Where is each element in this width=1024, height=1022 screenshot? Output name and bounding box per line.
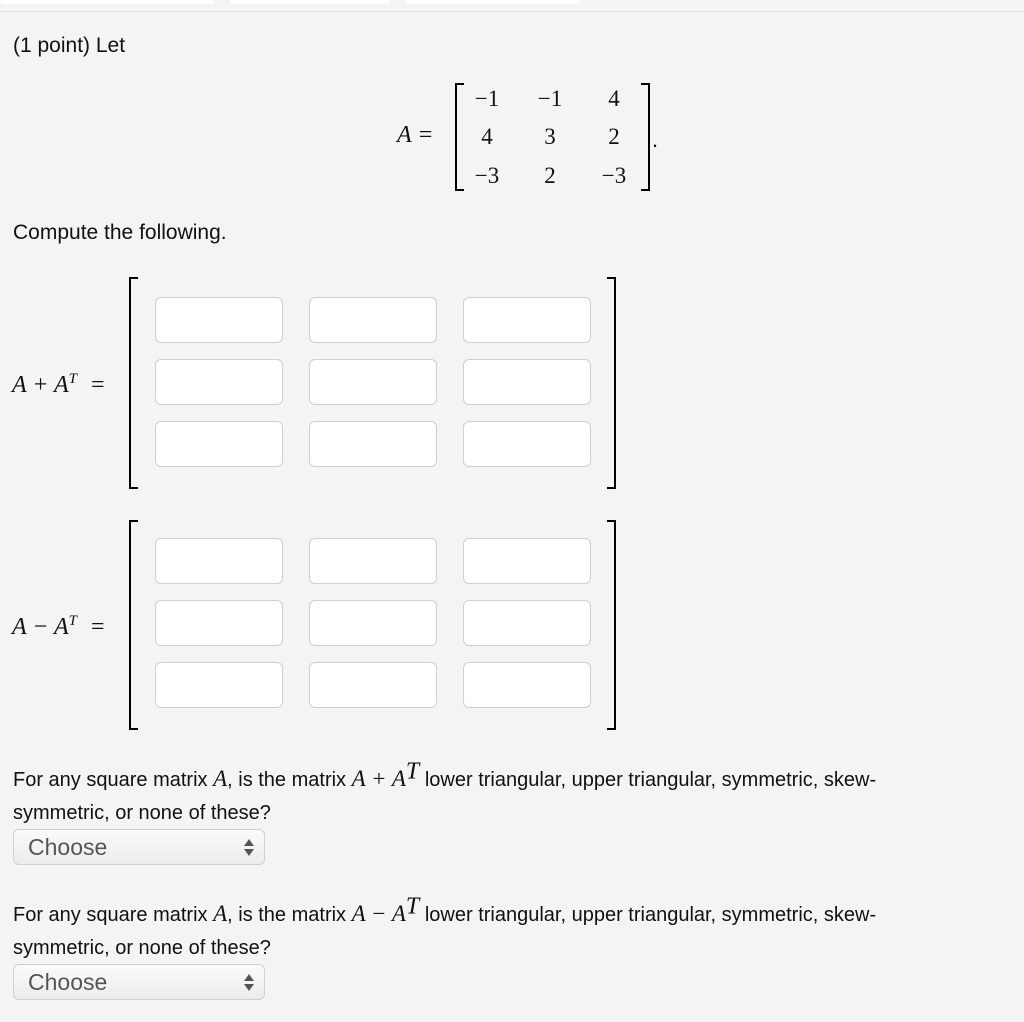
sum-matrix-entry-input[interactable] xyxy=(309,297,437,343)
sum-matrix-entry-input[interactable] xyxy=(155,297,283,343)
matrix-a-cell: 4 xyxy=(481,124,493,149)
sum-matrix-left-bracket xyxy=(129,277,138,489)
updown-arrows-icon xyxy=(244,839,254,857)
sum-matrix-right-bracket xyxy=(607,277,616,489)
top-tab-strip xyxy=(0,0,1024,12)
question1-text xyxy=(13,758,877,793)
question1-var: A xyxy=(213,766,228,791)
diff-matrix-entry-input[interactable] xyxy=(309,538,437,584)
question2-expr: A − A xyxy=(351,901,406,926)
question2-line2: symmetric, or none of these? xyxy=(13,937,271,959)
diff-matrix-entry-input[interactable] xyxy=(155,600,283,646)
question1-line2: symmetric, or none of these? xyxy=(13,802,271,824)
question2-var: A xyxy=(213,901,228,926)
diff-label-eq: = xyxy=(91,614,105,640)
question1-sup: T xyxy=(405,758,420,785)
sum-matrix-entry-input[interactable] xyxy=(463,297,591,343)
problem-prompt: (1 point) Let xyxy=(13,34,126,57)
question1-post: lower triangular, upper triangular, symmetric, skew- xyxy=(419,769,877,791)
question2-sup: T xyxy=(405,893,420,920)
sum-matrix-entry-input[interactable] xyxy=(155,359,283,405)
matrix-a-cell: −3 xyxy=(601,163,627,188)
updown-arrows-icon xyxy=(244,974,254,992)
question1-pre: For any square matrix xyxy=(13,769,214,791)
matrix-a-cell: 2 xyxy=(608,124,620,149)
matrix-a-cell: −3 xyxy=(474,163,500,188)
matrix-a-cell: −1 xyxy=(474,86,500,111)
matrix-a-cell: 4 xyxy=(608,86,620,111)
tab-strip-segment xyxy=(0,0,215,4)
matrix-a-cell: −1 xyxy=(537,86,563,111)
question2-select[interactable] xyxy=(13,964,265,1000)
question1-expr: A + A xyxy=(351,766,406,791)
matrix-a-period: . xyxy=(652,127,659,152)
question2-post: lower triangular, upper triangular, symmetric, skew- xyxy=(419,904,877,926)
question2-mid: , is the matrix xyxy=(227,904,352,926)
question2-text xyxy=(13,893,877,928)
question2-select-value: Choose xyxy=(28,969,108,995)
diff-matrix-left-bracket xyxy=(129,520,138,730)
diff-label-expr: A − A xyxy=(12,614,69,640)
matrix-a-right-bracket xyxy=(641,83,650,191)
tab-strip-segment xyxy=(230,0,390,4)
diff-matrix-entry-input[interactable] xyxy=(309,662,437,708)
sum-matrix-entry-input[interactable] xyxy=(309,421,437,467)
tab-strip-segment xyxy=(405,0,580,4)
diff-matrix-right-bracket xyxy=(607,520,616,730)
diff-label-sup: T xyxy=(68,613,77,629)
sum-matrix-entry-input[interactable] xyxy=(309,359,437,405)
sum-label-sup: T xyxy=(68,371,77,387)
divider xyxy=(0,11,1024,12)
diff-matrix-entry-input[interactable] xyxy=(155,538,283,584)
diff-matrix-entry-input[interactable] xyxy=(155,662,283,708)
question2-pre: For any square matrix xyxy=(13,904,214,926)
sum-matrix-entry-input[interactable] xyxy=(463,359,591,405)
diff-matrix-entry-input[interactable] xyxy=(463,600,591,646)
sum-matrix-label xyxy=(12,372,105,398)
diff-matrix-entry-input[interactable] xyxy=(309,600,437,646)
matrix-a-cell: 3 xyxy=(544,124,556,149)
sum-label-eq: = xyxy=(91,372,105,398)
question1-select[interactable] xyxy=(13,829,265,865)
diff-matrix-entry-input[interactable] xyxy=(463,538,591,584)
matrix-a-cell: 2 xyxy=(544,163,556,188)
instruction-text: Compute the following. xyxy=(13,221,227,244)
sum-matrix-entry-input[interactable] xyxy=(463,421,591,467)
question1-mid: , is the matrix xyxy=(227,769,352,791)
sum-label-expr: A + A xyxy=(12,372,69,398)
question1-select-value: Choose xyxy=(28,834,108,860)
diff-matrix-entry-input[interactable] xyxy=(463,662,591,708)
sum-matrix-entry-input[interactable] xyxy=(155,421,283,467)
diff-matrix-label xyxy=(12,614,105,640)
matrix-a-label: A = xyxy=(397,122,434,148)
